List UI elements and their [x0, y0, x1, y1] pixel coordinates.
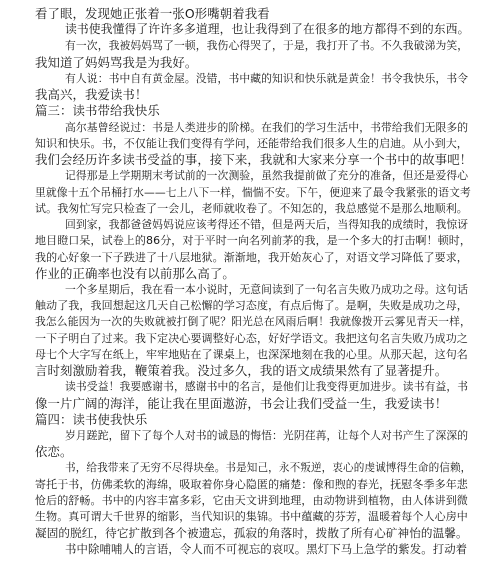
text-line: 书，给我带来了无穷不尽得块垒。书是知己，永不叛逆，衷心的虔诚博得生命的信赖，	[65, 461, 472, 474]
text-line: 我们会经历许多读书受益的事，接下来，我就和大家来分享一个书中的故事吧！	[35, 152, 473, 168]
text-line: 试。我匆忙写完只检查了一会儿，老师就收卷了。不知怎的，我总感觉不是那么地顺利。	[35, 201, 468, 215]
section-heading: 篇四：读书使我快乐	[35, 411, 148, 427]
text-line: 触动了我，我回想起这几天自己松懈的学习态度，有点后悔了。是啊，失败是成功之母，	[35, 299, 468, 313]
text-line: 怆后的舒畅。书中的内容丰富多彩，它由天文讲到地理，由动物讲到植物，由人体讲到微	[35, 494, 468, 508]
text-line: 岁月蹉跎，留下了每个人对书的诚恳的悔悟：光阴荏苒，让每个人对书产生了深深的	[65, 429, 469, 443]
text-line: 看了眼，发现她正张着一张O形嘴朝着我看	[35, 6, 270, 21]
text-line: 读书使我懂得了许许多多道理，也让我得到了在很多的地方都得不到的东西。	[65, 22, 470, 37]
text-line: 凝固的脱红，待它扩散到各个被遗忘，孤寂的角落时，拨散了所有心矿神怡的温馨。	[35, 525, 468, 540]
text-line: 里就像十五个吊桶打水——七上八下一样，惴惴不安。下午，便迎来了最令我紧张的语文考	[35, 185, 471, 199]
text-line: 一个多星期后，我在看一本小说时，无意间读到了一句名言失败乃成功之母。这句话	[65, 283, 469, 296]
text-line: 知识和快乐。书，不仅能让我们变得有学问，还能带给我们很多人生的启迪。从小到大，	[35, 136, 468, 150]
text-line: 回到家，我都爸爸妈妈说应该考得还不错，但是两天后，当得知我的成绩时，我惊讶	[65, 218, 469, 232]
text-line: 母七个大字写在纸上，牢牢地贴在了课桌上，也深深地刻在我的心里。从那天起，这句名	[35, 347, 468, 361]
text-line: 依恋。	[35, 444, 73, 460]
text-line: 有人说：书中自有黄金屋。没错，书中藏的知识和快乐就是黄金！书令我快乐，书令	[65, 71, 469, 85]
text-line: 地目瞪口呆，试卷上的86分，对于平时一向名列前茅的我，是一个多大的打击啊！顿时，	[35, 234, 471, 248]
text-line: 我知道了妈妈骂我是为我好。	[35, 54, 198, 70]
text-line: 我怎么能因为一次的失败就被打倒了呢？阳光总在风雨后啊！我就像拨开云雾见青天一样，	[35, 315, 471, 329]
text-line: 像一片广阔的海洋，能让我在里面遨游，书会让我们受益一生，我爱读书！	[35, 395, 448, 411]
text-line: 我高兴，我爱读书！	[35, 87, 148, 103]
text-line: 生物。真可谓大千世界的缩影，当代知识的集锦。书中蕴藏的芬芳，温暖着每个人心房中	[35, 510, 468, 524]
text-line: 有一次，我被妈妈骂了一顿，我伤心得哭了，于是，我打开了书。不久我破涕为笑，	[65, 39, 469, 53]
text-line: 高尔基曾经说过：书是人类进步的阶梯。在我们的学习生活中，书带给我们无限多的	[65, 120, 469, 134]
text-line: 读书受益！我要感谢书，感谢书中的名言，是他们让我变得更加进步。读书有益，书	[65, 380, 469, 394]
text-line: 言时刻激励着我，鞭策着我。没过多久，我的语文成绩果然有了显著提升。	[35, 363, 448, 379]
text-line: 一下子明白了过来。我下定决心要调整好心态，好好学语文。我把这句名言失败乃成功之	[35, 331, 468, 345]
text-line: 寄托于书，仿佛柔软的海绵，吸取着你身心隐匿的痛楚：像和煦的春光，抚慰冬季多年悲	[35, 477, 468, 491]
text-line: 作业的正确率也没有以前那么高了。	[35, 265, 235, 281]
text-line: 书中除哺哺人的言语，令人而不可视忘的哀叹。黑灯下马上急学的紫发。打动着	[65, 541, 468, 556]
text-line: 记得那是上学期期末考试前的一次测验，虽然我提前做了充分的准备，但还是爱得心	[65, 169, 469, 183]
text-line: 我的心好象一下子跌进了十八层地狱。渐渐地，我开始灰心了，对语文学习降低了要求，	[35, 250, 468, 264]
section-heading: 篇三：读书带给我快乐	[35, 103, 160, 119]
